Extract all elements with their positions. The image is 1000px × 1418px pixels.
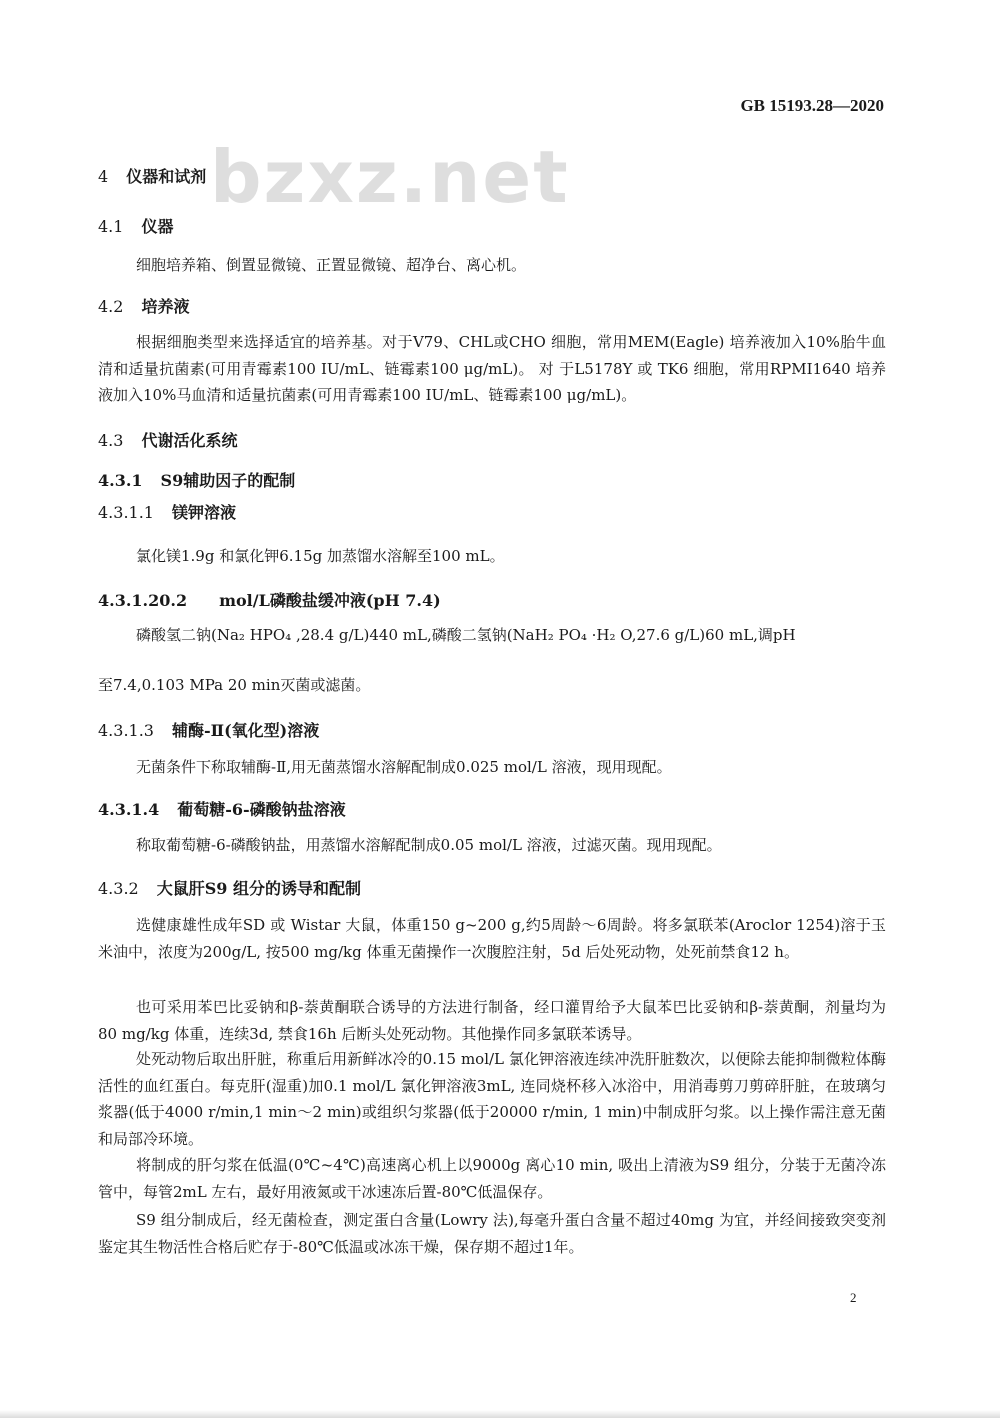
- paragraph-4-3-2-3: 处死动物后取出肝脏，称重后用新鲜冰冷的0.15 mol/L 氯化钾溶液连续冲洗肝脏数次，以便除去能抑制微粒体酶活性的血红蛋白。每克肝(湿重)加0.1 mol/L 氯化钾溶液3mL, 连同烧杯移入冰浴中，用消毒剪刀剪碎肝脏，在玻璃匀浆器(低于4000 r/min,1 min～2 min)或组织匀浆器(低于20000 r/min, 1 min)中制成肝匀浆。以上操作需注意无菌和局部冷环境。: [98, 1050, 886, 1148]
- paragraph-4-3-1-4: 称取葡萄糖-6-磷酸钠盐，用蒸馏水溶解配制成0.05 mol/L 溶液，过滤灭菌。现用现配。: [136, 836, 722, 854]
- heading-title: mol/L磷酸盐缓冲液(pH 7.4): [219, 591, 441, 610]
- heading-number: 4.1: [98, 217, 124, 236]
- heading-title: 葡萄糖-6-磷酸钠盐溶液: [177, 800, 346, 819]
- heading-title: 镁钾溶液: [171, 503, 236, 522]
- heading-title: 大鼠肝S9 组分的诱导和配制: [156, 879, 361, 898]
- paragraph-4-3-1-3: 无菌条件下称取辅酶-Ⅱ,用无菌蒸馏水溶解配制成0.025 mol/L 溶液，现用现配。: [136, 758, 672, 776]
- page-number: 2: [850, 1290, 857, 1305]
- heading-number: 4.3.1.3: [98, 721, 154, 740]
- heading-title: 培养液: [141, 297, 190, 316]
- heading-4: [98, 164, 206, 187]
- heading-number: 4.3.1.20.2: [98, 591, 188, 610]
- heading-number: 4.3.2: [98, 879, 139, 898]
- heading-4-1: [98, 214, 173, 237]
- paragraph-4-3-2-5: S9 组分制成后，经无菌检查，测定蛋白含量(Lowry 法),每毫升蛋白含量不超过40mg 为宜，并经间接致突变剂鉴定其生物活性合格后贮存于-80℃低温或冰冻干燥，保存期不超过1年。: [98, 1211, 886, 1256]
- paragraph-4-3-1-2-a: 磷酸氢二钠(Na₂ HPO₄ ,28.4 g/L)440 mL,磷酸二氢钠(NaH₂ PO₄ ·H₂ O,27.6 g/L)60 mL,调pH: [136, 626, 796, 644]
- heading-4-3-1-3: [98, 718, 319, 741]
- heading-4-2: [98, 294, 189, 317]
- page-bottom-edge: [0, 1410, 1000, 1418]
- paragraph-4-2: 根据细胞类型来选择适宜的培养基。对于V79、CHL或CHO 细胞，常用MEM(Eagle) 培养液加入10%胎牛血清和适量抗菌素(可用青霉素100 IU/mL、链霉素100 μg/mL)。 对 于L5178Y 或 TK6 细胞，常用RPMI1640 培养液加入10%马血清和适量抗菌素(可用青霉素100 IU/mL、链霉素100 μg/mL)。: [98, 333, 886, 404]
- paragraph-4-3-2-4: 将制成的肝匀浆在低温(0℃~4℃)高速离心机上以9000g 离心10 min, 吸出上清液为S9 组分，分装于无菌冷冻管中，每管2mL 左右，最好用液氮或干冰速冻后置-80℃低温保存。: [98, 1156, 886, 1201]
- heading-number: 4.3.1.4: [98, 800, 160, 819]
- heading-title: 辅酶-Ⅱ(氧化型)溶液: [171, 721, 320, 740]
- paragraph-4-3-1-2-b: 至7.4,0.103 MPa 20 min灭菌或滤菌。: [98, 676, 371, 694]
- heading-number: 4.3.1: [98, 471, 143, 490]
- heading-4-3-1-1: [98, 500, 236, 523]
- heading-title: 仪器和试剂: [126, 167, 207, 186]
- paragraph-4-3-2-1: 选健康雄性成年SD 或 Wistar 大鼠，体重150 g~200 g,约5周龄～6周龄。将多氯联苯(Aroclor 1254)溶于玉米油中，浓度为200g/L, 按500 mg/kg 体重无菌操作一次腹腔注射，5d 后处死动物，处死前禁食12 h。: [98, 916, 886, 961]
- heading-4-3-1-4: [98, 797, 346, 820]
- heading-title: S9辅助因子的配制: [160, 471, 296, 490]
- heading-number: 4.2: [98, 297, 124, 316]
- heading-number: 4.3: [98, 431, 124, 450]
- heading-4-3-1: [98, 468, 295, 491]
- heading-title: 仪器: [141, 217, 174, 236]
- paragraph-4-3-1-1: 氯化镁1.9g 和氯化钾6.15g 加蒸馏水溶解至100 mL。: [136, 547, 505, 565]
- heading-4-3-1-2: [98, 588, 441, 611]
- heading-number: 4: [98, 167, 109, 186]
- paragraph-4-3-2-2: 也可采用苯巴比妥钠和β-萘黄酮联合诱导的方法进行制备，经口灌胃给予大鼠苯巴比妥钠和β-萘黄酮，剂量均为80 mg/kg 体重，连续3d, 禁食16h 后断头处死动物。其他操作同多氯联苯诱导。: [98, 998, 886, 1043]
- heading-title: 代谢活化系统: [141, 431, 238, 450]
- standard-number: GB 15193.28—2020: [740, 96, 884, 115]
- heading-4-3: [98, 428, 237, 451]
- heading-number: 4.3.1.1: [98, 503, 154, 522]
- paragraph-4-1: 细胞培养箱、倒置显微镜、正置显微镜、超净台、离心机。: [136, 256, 527, 274]
- heading-4-3-2: [98, 876, 361, 899]
- watermark: bzxz.net: [210, 135, 570, 219]
